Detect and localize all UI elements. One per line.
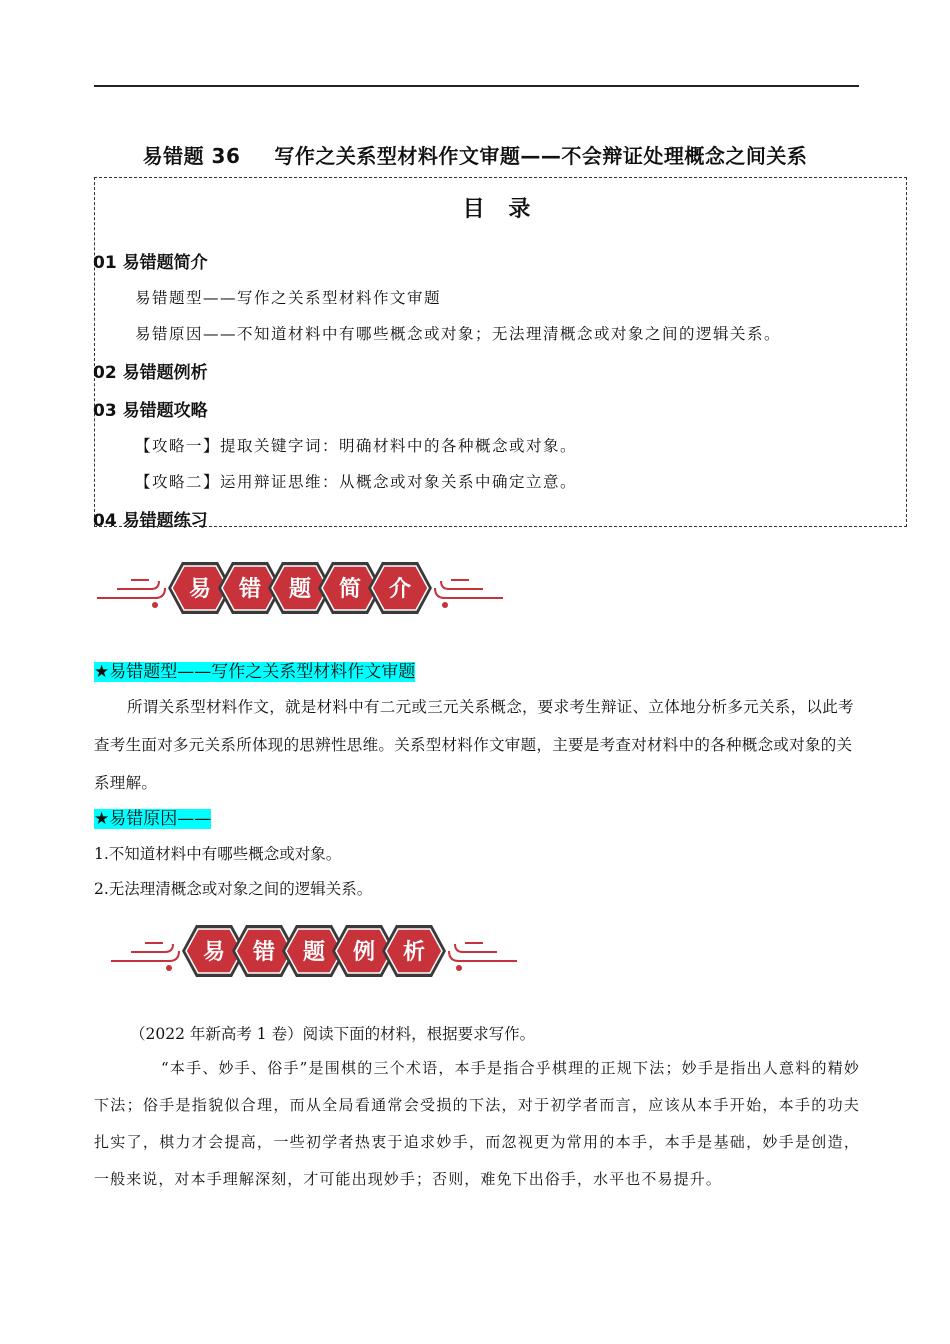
banner-example-tile-char-0: 易 <box>202 940 226 965</box>
toc-item-strategy-1[interactable]: 【攻略一】提取关键字词：明确材料中的各种概念或对象。 <box>135 437 578 455</box>
toc-section-example[interactable]: 02 易错题例析 <box>93 363 208 383</box>
banner-intro <box>95 558 505 618</box>
left-dot <box>166 965 172 971</box>
reason-1: 1.不知道材料中有哪些概念或对象。 <box>94 845 342 863</box>
title-main: 写作之关系型材料作文审题——不会辩证处理概念之间关系 <box>274 144 808 168</box>
right-flourish <box>449 943 517 961</box>
reason-label: ★易错原因—— <box>94 809 212 829</box>
toc-section-intro[interactable]: 01 易错题简介 <box>93 253 208 273</box>
toc-section-practice[interactable]: 04 易错题练习 <box>93 511 208 531</box>
type-label: ★易错题型——写作之关系型材料作文审题 <box>94 662 416 682</box>
right-dot <box>456 965 462 971</box>
banner-intro-tile-char-3: 简 <box>338 577 362 602</box>
example-material: “本手、妙手、俗手”是围棋的三个术语，本手是指合乎棋理的正规下法；妙手是指出人意料的精妙下法；俗手是指貌似合理，而从全局看通常会受损的下法，对于初学者而言，应该从本手开始，本手的功夫扎实了，棋力才会提高，一些初学者热衷于追求妙手，而忽视更为常用的本手，本手是基础，妙手是创造，一般来说，对本手理解深刻，才可能出现妙手；否则，难免下出俗手，水平也不易提升。 <box>94 1059 860 1188</box>
banner-intro-graphic <box>95 558 505 618</box>
banner-intro-tile-char-2: 题 <box>288 577 312 602</box>
banner-intro-tile-char-1: 错 <box>238 577 262 602</box>
document-title <box>0 140 950 169</box>
right-flourish <box>435 580 503 598</box>
right-dot <box>442 602 448 608</box>
title-prefix: 易错题 36 <box>142 144 241 168</box>
banner-example-tile-char-1: 错 <box>252 940 276 965</box>
banner-example-tile-char-2: 题 <box>302 940 326 965</box>
banner-example-tile-4 <box>382 925 446 977</box>
toc-heading: 目 录 <box>462 197 539 222</box>
toc-item-strategy-2[interactable]: 【攻略二】运用辩证思维：从概念或对象关系中确定立意。 <box>135 473 578 491</box>
left-flourish <box>111 943 179 961</box>
toc-section-strategy[interactable]: 03 易错题攻略 <box>93 401 208 421</box>
toc-item-reason[interactable]: 易错原因——不知道材料中有哪些概念或对象；无法理清概念或对象之间的逻辑关系。 <box>135 325 782 343</box>
banner-example-tile-char-4: 析 <box>402 940 426 965</box>
example-source: （2022 年新高考 1 卷）阅读下面的材料，根据要求写作。 <box>130 1025 536 1043</box>
reason-2: 2.无法理清概念或对象之间的逻辑关系。 <box>94 880 373 898</box>
banner-example-graphic <box>108 921 520 981</box>
banner-example-tile-char-3: 例 <box>352 940 376 965</box>
banner-intro-tile-4 <box>368 562 432 614</box>
type-paragraph: 所谓关系型材料作文，就是材料中有二元或三元关系概念，要求考生辩证、立体地分析多元关系，以此考查考生面对多元关系所体现的思辨性思维。关系型材料作文审题，主要是考查对材料中的各种概念或对象的关系理解。 <box>94 698 854 792</box>
banner-intro-tile-char-0: 易 <box>188 577 212 602</box>
left-flourish <box>97 580 165 598</box>
toc-item-type[interactable]: 易错题型——写作之关系型材料作文审题 <box>135 289 442 307</box>
header-rule <box>94 85 859 87</box>
table-of-contents <box>93 177 907 531</box>
left-dot <box>152 602 158 608</box>
banner-example <box>108 921 520 981</box>
banner-intro-tile-char-4: 介 <box>388 577 412 602</box>
